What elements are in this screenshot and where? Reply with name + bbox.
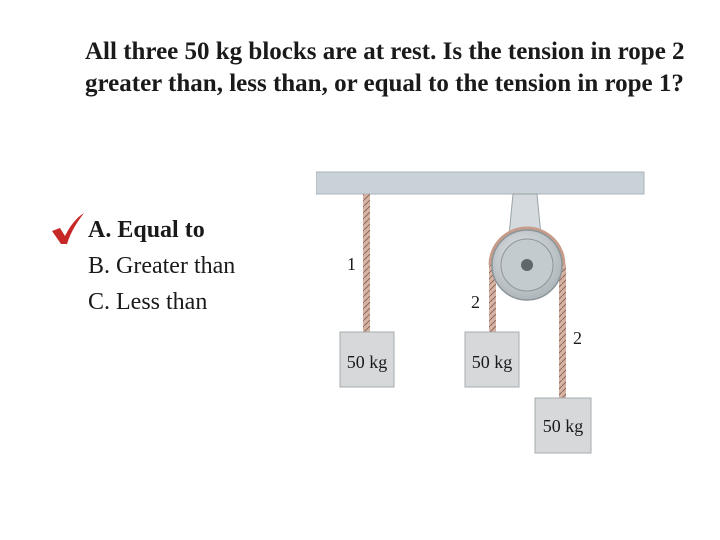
rope-1 — [363, 194, 370, 332]
rope-label-2-left: 2 — [471, 292, 480, 312]
rope-2-right — [559, 265, 566, 398]
question-text: All three 50 kg blocks are at rest. Is the tension in rope 2 greater than, less than, or equal to the tension in rope 1? — [85, 38, 685, 97]
checkmark-icon — [50, 212, 86, 246]
answer-list — [88, 212, 235, 320]
block-label-right: 50 kg — [542, 416, 584, 436]
answer-option-c[interactable]: C. Less than — [88, 289, 208, 315]
pulley-axle — [521, 259, 533, 271]
answer-option-b[interactable]: B. Greater than — [88, 253, 236, 279]
rope-label-1: 1 — [347, 254, 356, 274]
rope-label-2-right: 2 — [573, 328, 582, 348]
block-label-middle: 50 kg — [471, 352, 513, 372]
pulley-diagram — [316, 170, 648, 460]
answer-option-a[interactable]: A. Equal to — [88, 217, 205, 243]
ceiling — [316, 172, 644, 194]
block-label-left: 50 kg — [346, 352, 388, 372]
